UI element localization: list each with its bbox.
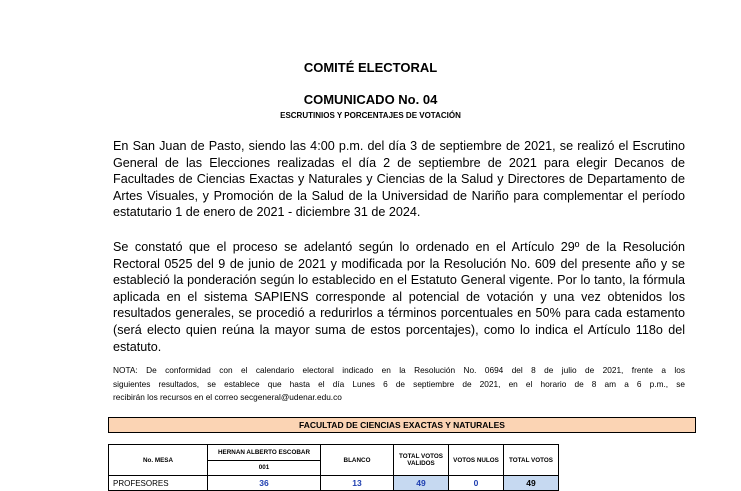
paragraph-process-verification xyxy=(113,239,685,355)
table-row xyxy=(109,476,559,491)
note-line: recibirán los recursos en el correo secgeneral@udenar.edu.co xyxy=(113,392,342,403)
paragraph-line: estableció la ponderación según lo establecido en el Estatuto General vigente. Por lo tanto, la fórmula xyxy=(113,273,685,288)
header-nulos: VOTOS NULOS xyxy=(449,445,504,476)
paragraph-line: Facultades de Ciencias Exactas y Naturales y Ciencias de la Salud y Directores de Departamento de xyxy=(113,172,685,187)
note-line: NOTA: De conformidad con el calendario electoral indicado en la Resolución No. 0694 del 8 de julio de 2021, frente a los xyxy=(113,365,685,375)
results-table xyxy=(108,444,559,491)
paragraph-line: En San Juan de Pasto, siendo las 4:00 p.m. del día 3 de septiembre de 2021, se realizó el Escrutino xyxy=(113,139,685,153)
paragraph-line: estatutario 1 de enero de 2021 - diciembre 31 de 2024. xyxy=(113,205,421,220)
header-candidate-name: HERNAN ALBERTO ESCOBAR xyxy=(208,445,321,461)
communique-number: COMUNICADO No. 04 xyxy=(303,92,438,107)
header-total: TOTAL VOTOS xyxy=(504,445,559,476)
cell-nulos: 0 xyxy=(449,476,504,491)
paragraph-line: (será electo quien reúna la mayor suma de estos porcentajes), como lo indica el Artículo 118o del xyxy=(113,322,685,337)
document-title: COMITÉ ELECTORAL xyxy=(303,60,438,75)
paragraph-line: Rectoral 0525 del 9 de junio de 2021 y modificada por la Resolución No. 609 del presente año y se xyxy=(113,256,685,271)
cell-blanco: 13 xyxy=(321,476,394,491)
table-header-row xyxy=(109,445,559,461)
communique-subject: ESCRUTINIOS Y PORCENTAJES DE VOTACIÓN xyxy=(280,111,461,120)
cell-total: 49 xyxy=(504,476,559,491)
header-validos: TOTAL VOTOS VALIDOS xyxy=(394,445,449,476)
header-blanco: BLANCO xyxy=(321,445,394,476)
header-mesa: No. MESA xyxy=(109,445,208,476)
paragraph-line: Se constató que el proceso se adelantó según lo ordenado en el Artículo 29º de la Resolución xyxy=(113,240,685,254)
cell-validos: 49 xyxy=(394,476,449,491)
paragraph-line: Artes Visuales, y Promoción de la Salud de la Universidad de Nariño para complementar el período xyxy=(113,188,685,203)
paragraph-line: aplicada en el sistema SAPIENS corresponde al potencial de votación y una vez obtenidos los xyxy=(113,289,685,304)
cell-candidate-votes: 36 xyxy=(208,476,321,491)
note-paragraph xyxy=(113,364,685,405)
header-candidate-code: 001 xyxy=(208,460,321,476)
paragraph-scrutiny-intro xyxy=(113,138,685,221)
cell-mesa: PROFESORES xyxy=(109,476,208,491)
faculty-heading: FACULTAD DE CIENCIAS EXACTAS Y NATURALES xyxy=(108,417,696,433)
paragraph-line: resultados generales, se procedió a redurirlos a términos porcentuales en 50% para cada estamento xyxy=(113,306,685,321)
paragraph-line: General de las Elecciones realizadas el día 2 de septiembre de 2021 para elegir Decanos de xyxy=(113,155,685,170)
note-line: siguientes resultados, se establece que hasta el día Lunes 6 de septiembre de 2021, en el horario de 8 am a 6 p.m., se xyxy=(113,378,685,389)
paragraph-line: estatuto. xyxy=(113,339,162,354)
